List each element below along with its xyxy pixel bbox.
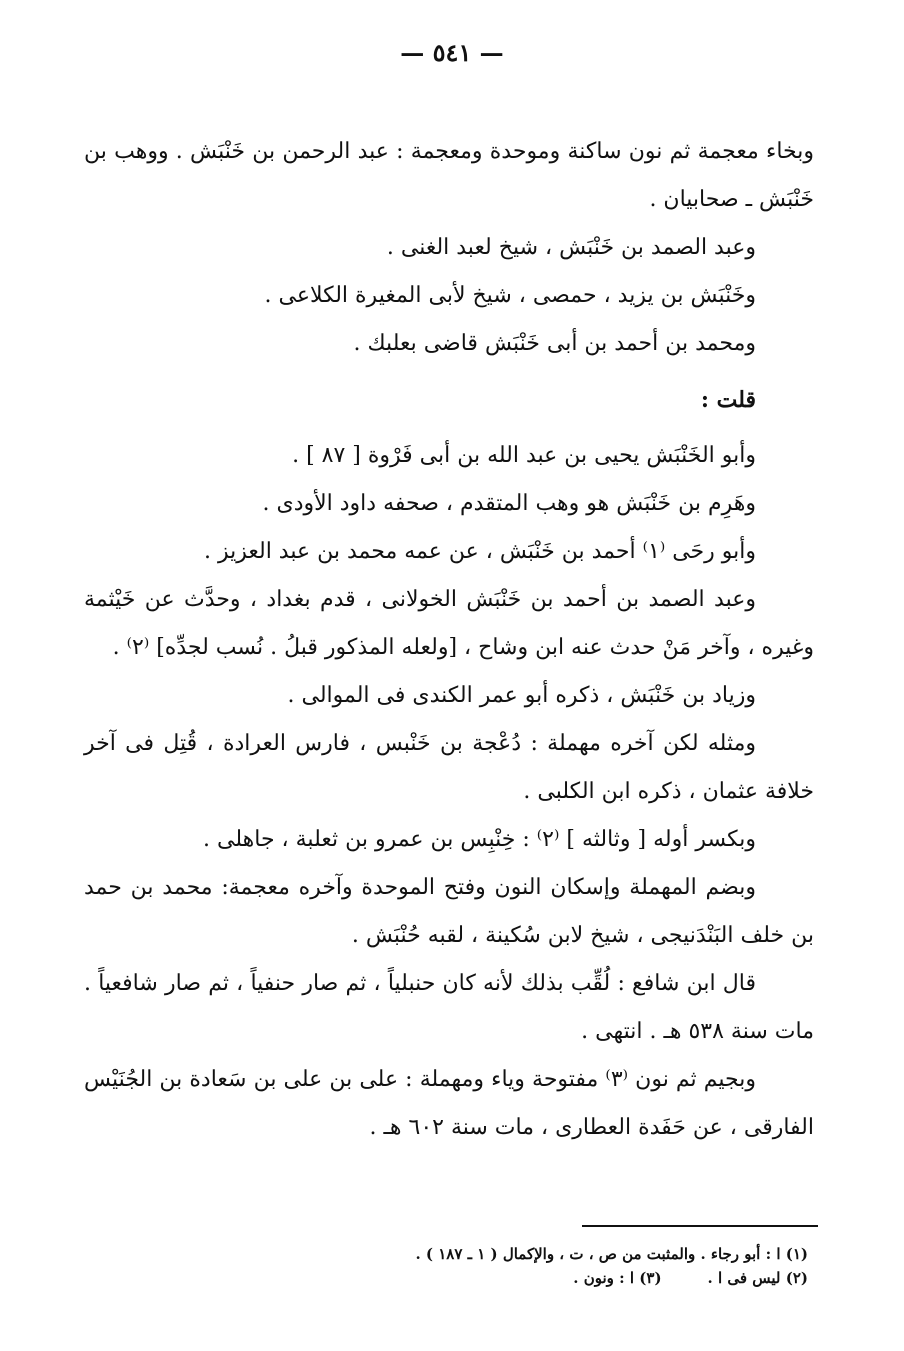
footnote-row	[208, 1266, 808, 1290]
paragraph-harim: وهَرِم بن خَنْبَش هو وهب المتقدم ، صحفه داود الأودى .	[262, 491, 756, 516]
footnote-divider	[582, 1225, 818, 1227]
paragraph-abu-al-khanbash: وأبو الخَنْبَش يحيى بن عبد الله بن أبى فَرْوة [ ٨٧ ] .	[292, 443, 756, 468]
footnote-1: (١) ا : أبو رجاء . والمثبت من ص ، ت ، والإكمال ( ١ ـ ١٨٧ ) .	[415, 1245, 808, 1263]
paragraph-hunbash: وبضم المهملة وإسكان النون وفتح الموحدة وآخره معجمة: محمد بن حمد بن خلف البَنْدَنيجى ، شيخ لابن سُكينة ، لقبه حُنْبَش .	[84, 875, 814, 948]
paragraph-junays: وبجيم ثم نون ⁽٣⁾ مفتوحة وياء ومهملة : على بن على بن سَعادة بن الجُنَيْس الفارقى ، عن حَفَدة العطارى ، مات سنة ٦٠٢ هـ .	[84, 1067, 814, 1140]
paragraph-abd-al-samad-khawlani: وعبد الصمد بن أحمد بن خَنْبَش الخولانى ، قدم بغداد ، وحدَّث عن خَيْثمة وغيره ، وآخر مَنْ حدث عنه ابن وشاح ، [ولعله المذكور قبلُ . نُسب لجدِّه] ⁽٢⁾ .	[84, 587, 814, 660]
paragraph-abd-al-samad: وعبد الصمد بن خَنْبَش ، شيخ لعبد الغنى .	[386, 235, 756, 260]
qultu-heading: قلت :	[700, 387, 756, 413]
footnote-3: (٣) ا : ونون .	[573, 1269, 662, 1287]
page-number: — ٥٤١ —	[400, 38, 504, 67]
main-text	[84, 128, 814, 1152]
paragraph-muhammad-ibn-ahmad: ومحمد بن أحمد بن أبى خَنْبَش قاضى بعلبك .	[353, 331, 756, 356]
paragraph-abu-raha: وأبو رحَى ⁽١⁾ أحمد بن خَنْبَش ، عن عمه محمد بن عبد العزيز .	[204, 539, 756, 564]
footnote-2: (٢) ليس فى ا .	[707, 1269, 808, 1287]
paragraph-duja: ومثله لكن آخره مهملة : دُعْجة بن خَنْبس ، فارس العرادة ، قُتِل فى آخر خلافة عثمان ، ذكره ابن الكلبى .	[84, 731, 814, 804]
paragraph-ibn-shafi: قال ابن شافع : لُقِّب بذلك لأنه كان حنبلياً ، ثم صار حنفياً ، ثم صار شافعياً . مات سنة ٥٣٨ هـ . انتهى .	[84, 971, 814, 1044]
footnotes	[208, 1242, 808, 1290]
paragraph-khanbash-ibn-yazid: وخَنْبَش بن يزيد ، حمصى ، شيخ لأبى المغيرة الكلاعى .	[264, 283, 756, 308]
paragraph-khanbash-intro: وبخاء معجمة ثم نون ساكنة وموحدة ومعجمة : عبد الرحمن بن خَنْبَش . ووهب بن خَنْبَش ـ صحابيان .	[84, 139, 814, 212]
paragraph-khinbis: وبكسر أوله [ وثالثه ] ⁽٢⁾ : خِنْبِس بن عمرو بن ثعلبة ، جاهلى .	[203, 827, 756, 852]
paragraph-ziyad: وزياد بن خَنْبَش ، ذكره أبو عمر الكندى فى الموالى .	[287, 683, 756, 708]
